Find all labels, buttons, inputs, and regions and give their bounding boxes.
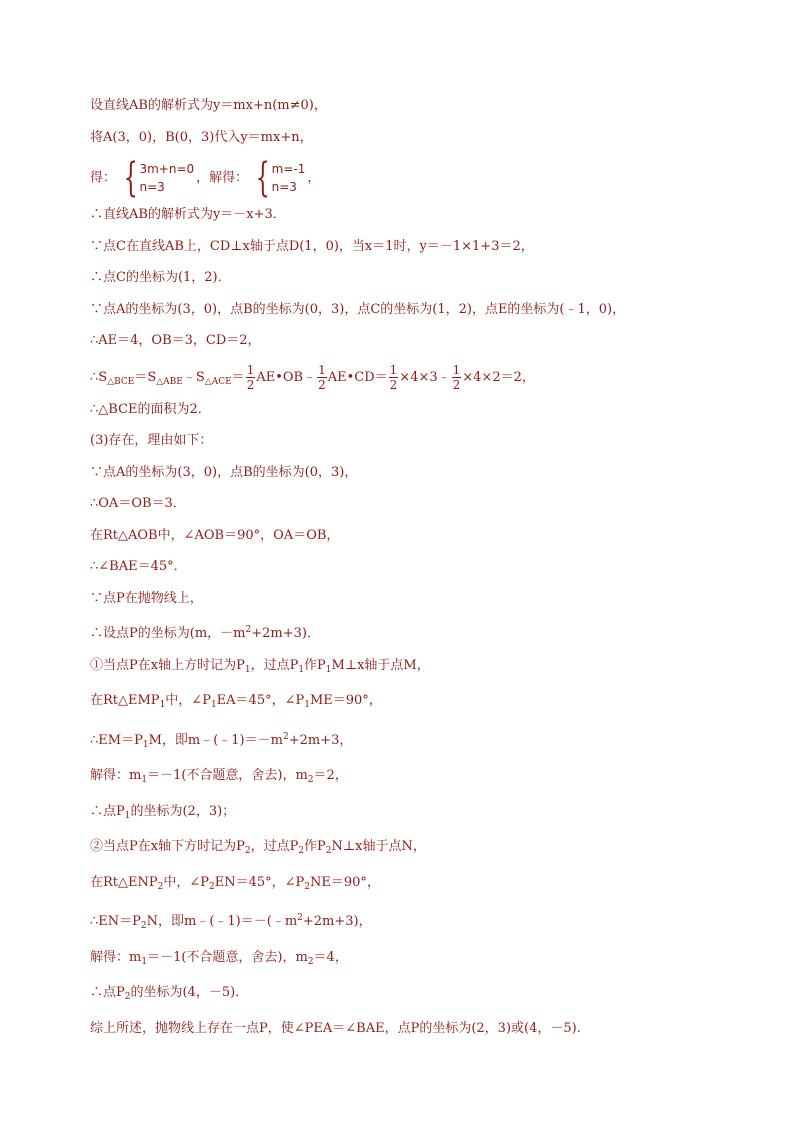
text-run: ∵点A的坐标为(3，0)，点B的坐标为(0，3)， <box>90 464 358 480</box>
text-line <box>90 766 730 790</box>
subscript: 1 <box>325 664 332 675</box>
subscript: 2 <box>307 775 314 785</box>
text-run: ∴AE＝4，OB＝3，CD＝2， <box>90 333 261 348</box>
solution-text <box>90 96 730 1050</box>
text-line <box>90 983 730 1007</box>
equation-row: n=3 <box>271 180 297 194</box>
equation-rows <box>139 160 194 196</box>
text-run: ＝4， <box>313 949 348 965</box>
fraction-numerator: 1 <box>452 362 461 377</box>
subscript: 1 <box>304 700 310 710</box>
fraction <box>389 363 399 392</box>
fraction-numerator: 1 <box>389 362 398 377</box>
text-line <box>90 837 730 861</box>
text-line <box>90 557 730 577</box>
text-run: AE•OB﹣ <box>256 369 317 385</box>
subscript: 1 <box>142 739 149 750</box>
text-run: +2m+3)． <box>251 626 320 641</box>
text-run: NE＝90°， <box>310 874 380 890</box>
subscript: 2 <box>157 881 164 892</box>
text-line <box>90 331 730 351</box>
text-line <box>90 268 730 288</box>
subscript: 2 <box>307 956 314 967</box>
equation-system <box>250 155 306 201</box>
subscript: 1 <box>141 775 148 785</box>
text-run: 中，∠P <box>165 693 211 708</box>
text-run: ∵点A的坐标为(3，0)，点B的坐标为(0，3)，点C的坐标为(1，2)，点E的坐标为(﹣1，0)， <box>90 301 626 317</box>
text-line <box>90 363 730 392</box>
equation-rows <box>272 160 306 196</box>
text-run: N，即m﹣(﹣1)＝－(﹣m <box>146 914 298 929</box>
text-run: +2m+3)， <box>302 914 372 929</box>
subscript: △BCE <box>107 376 135 387</box>
fraction-denominator: 2 <box>452 377 461 392</box>
fraction <box>246 363 256 392</box>
subscript: 2 <box>124 992 131 1002</box>
superscript: 2 <box>282 731 289 742</box>
text-run: 得： <box>90 170 117 186</box>
text-line <box>90 589 730 609</box>
text-line <box>90 873 730 897</box>
text-run: ①当点P在x轴上方时记为P <box>90 657 245 673</box>
subscript: 2 <box>298 846 305 856</box>
text-run: M⊥x轴于点M， <box>331 657 430 673</box>
text-run: 在Rt△ENP <box>90 874 158 890</box>
text-run: ，解得： <box>196 170 249 186</box>
text-run: 解得：m <box>90 768 142 783</box>
text-line <box>90 205 730 225</box>
subscript: 1 <box>124 810 131 821</box>
text-run: ∴点P <box>90 803 125 819</box>
text-run: 设直线AB的解析式为y＝mx+n(m≠0)， <box>90 98 327 113</box>
text-run: ＝－1(不合题意，舍去)，m <box>147 949 308 965</box>
text-run: ∴直线AB的解析式为y＝－x+3． <box>90 207 286 222</box>
text-run: ∴点P <box>90 985 125 1000</box>
text-run: ＝S <box>134 369 157 385</box>
text-run: ∴设点P的坐标为(m，－m <box>90 626 246 641</box>
text-line <box>90 237 730 257</box>
text-line <box>90 691 730 715</box>
equation-row: n=3 <box>139 180 165 194</box>
text-line <box>90 526 730 546</box>
text-run: 作P <box>304 657 326 673</box>
text-run: ME＝90°， <box>309 693 382 708</box>
superscript: 2 <box>245 625 252 635</box>
subscript: △ABE <box>156 376 183 387</box>
fraction-denominator: 2 <box>318 377 326 392</box>
subscript: 1 <box>298 664 305 675</box>
superscript: 2 <box>297 913 303 923</box>
text-run: 作P <box>304 839 326 854</box>
subscript: △ACE <box>204 376 232 387</box>
text-run: ，过点P <box>250 839 299 854</box>
text-run: ×4×3﹣ <box>399 369 451 385</box>
text-line <box>90 620 730 644</box>
text-run: +2m+3， <box>288 732 353 748</box>
text-run: ②当点P在x轴下方时记为P <box>90 839 245 854</box>
subscript: 2 <box>140 921 147 931</box>
text-line <box>90 727 730 755</box>
text-run: ＝2， <box>313 768 348 783</box>
subscript: 2 <box>304 881 311 892</box>
fraction-numerator: 1 <box>246 362 255 377</box>
fraction <box>452 363 462 392</box>
text-run: 在Rt△AOB中，∠AOB＝90°，OA＝OB， <box>90 527 340 543</box>
text-run: EN＝45°，∠P <box>214 874 305 890</box>
subscript: 1 <box>141 956 148 967</box>
text-run: ∴点C的坐标为(1，2)． <box>90 270 231 285</box>
text-line <box>90 155 730 201</box>
text-run: ∴EN＝P <box>90 914 141 929</box>
text-line <box>90 1019 730 1039</box>
text-line <box>90 400 730 420</box>
text-run: ∵点C在直线AB上，CD⊥x轴于点D(1，0)，当x＝1时，y＝－1×1+3＝2， <box>90 238 534 254</box>
subscript: 2 <box>325 846 332 856</box>
text-run: ∴△BCE的面积为2． <box>90 401 211 417</box>
text-line <box>90 656 730 680</box>
text-run: N⊥x轴于点N， <box>331 839 426 854</box>
subscript: 1 <box>244 664 251 675</box>
text-line <box>90 96 730 116</box>
text-line <box>90 463 730 483</box>
text-line <box>90 431 730 451</box>
text-line <box>90 908 730 936</box>
text-run: ∴∠BAE＝45°． <box>90 559 187 574</box>
text-run: M，即m﹣(﹣1)＝－m <box>148 732 283 748</box>
text-line <box>90 948 730 972</box>
text-run: ×4×2＝2， <box>462 369 535 385</box>
text-run: ∴OA＝OB＝3． <box>90 496 186 511</box>
equation-row: 3m+n=0 <box>139 162 195 176</box>
text-line <box>90 300 730 320</box>
text-run: AE•CD＝ <box>327 369 388 385</box>
text-run: ﹣S <box>182 369 205 385</box>
text-run: 在Rt△EMP <box>90 693 160 708</box>
text-line <box>90 494 730 514</box>
subscript: 1 <box>210 700 217 710</box>
text-run: 将A(3，0)，B(0，3)代入y＝mx+n， <box>90 129 313 145</box>
subscript: 2 <box>244 846 251 856</box>
fraction-denominator: 2 <box>389 377 398 392</box>
text-run: ∴S <box>90 369 108 385</box>
text-run: ＝－1(不合题意，舍去)，m <box>147 768 308 783</box>
brace-symbol: { <box>123 155 138 201</box>
equation-system <box>118 155 195 201</box>
fraction <box>317 363 327 392</box>
equation-row: m=-1 <box>271 162 306 176</box>
text-run: 中，∠P <box>163 874 209 890</box>
text-run: ∴EM＝P <box>90 732 143 748</box>
text-run: EA＝45°，∠P <box>216 693 305 708</box>
fraction-denominator: 2 <box>246 377 255 392</box>
text-run: ， <box>307 170 321 186</box>
text-run: 的坐标为(4，－5)． <box>130 985 249 1000</box>
text-run: ＝ <box>231 369 245 385</box>
text-run: 综上所述，抛物线上存在一点P，使∠PEA＝∠BAE，点P的坐标为(2，3)或(4，－5)． <box>90 1020 590 1036</box>
text-run: ，过点P <box>250 657 299 673</box>
text-run: ∵点P在抛物线上， <box>90 590 203 606</box>
fraction-numerator: 1 <box>318 362 326 377</box>
subscript: 2 <box>209 881 215 892</box>
text-line <box>90 128 730 148</box>
text-run: (3)存在，理由如下： <box>90 433 213 448</box>
text-run: 的坐标为(2，3)； <box>130 803 236 819</box>
text-run: 解得：m <box>90 949 142 965</box>
text-line <box>90 802 730 826</box>
subscript: 1 <box>159 700 166 710</box>
brace-symbol: { <box>255 155 270 201</box>
